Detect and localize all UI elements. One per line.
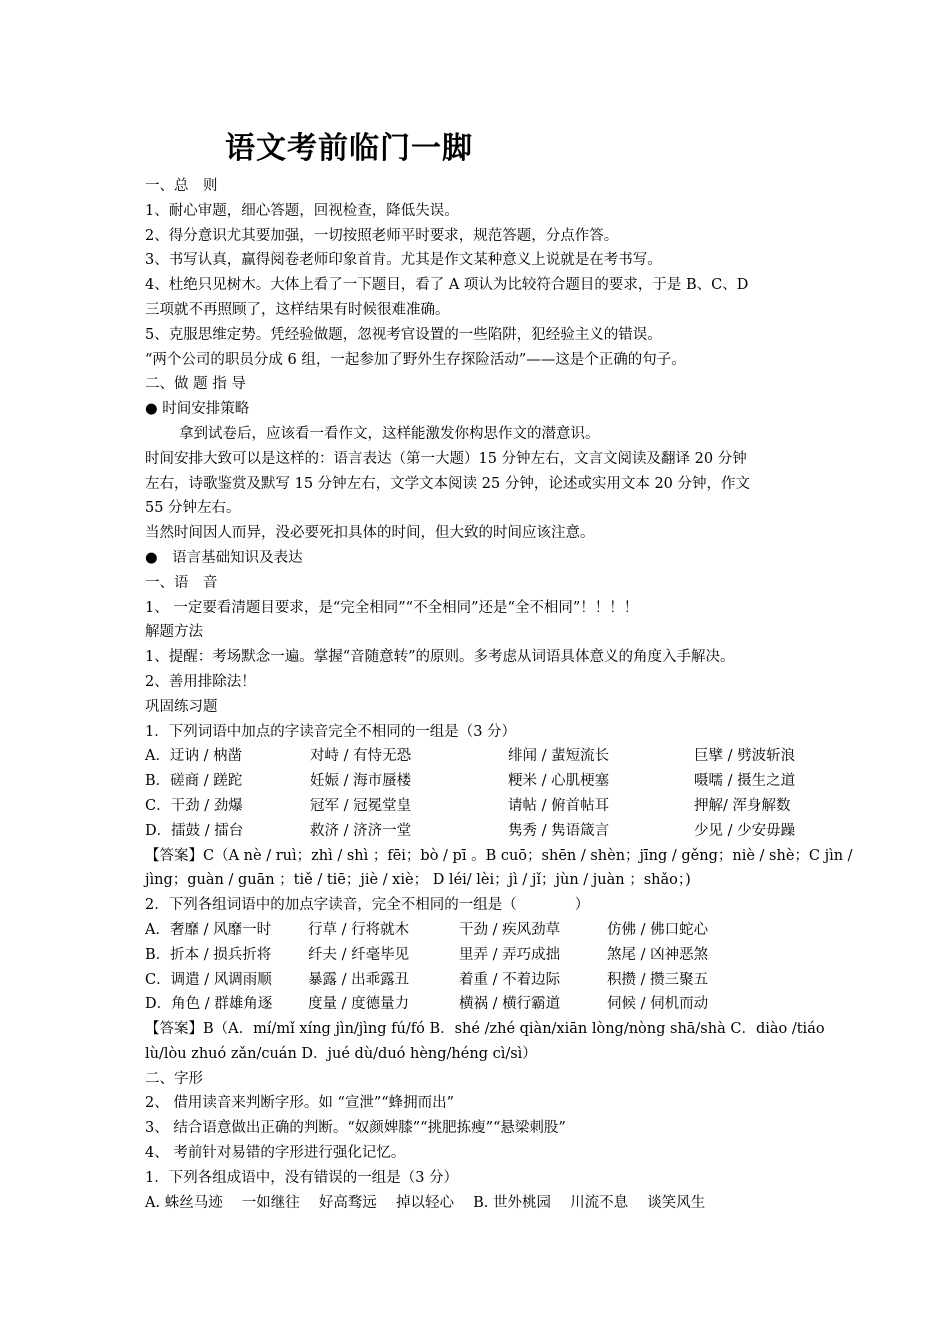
option-cell: 对峙 / 有恃无恐 (310, 748, 412, 765)
text-line: 解题方法 (145, 624, 203, 641)
option-cell: 请帖 / 俯首帖耳 (508, 797, 610, 814)
section-heading-general: 一、总 则 (145, 178, 218, 194)
text-line: 拿到试卷后，应该看一看作文，这样能激发你构思作文的潜意识。 (179, 425, 600, 442)
option-cell: 粳米 / 心肌梗塞 (508, 773, 610, 790)
option-cell: 度量 / 度德量力 (308, 996, 410, 1013)
q1-option-d (145, 819, 810, 844)
option-cell: 着重 / 不着边际 (459, 971, 561, 988)
text-line: 4、 考前针对易错的字形进行强化记忆。 (145, 1145, 406, 1162)
q1-answer: jìng；guàn / guān ；tiě / tiē；jiè / xiè； D léi/ lèi；jì / jǐ；jùn / juàn ；shǎo；) (145, 872, 691, 889)
text-line: 3、书写认真，赢得阅卷老师印象首肯。尤其是作文某种意义上说就是在考书写。 (145, 252, 662, 269)
option-cell: 里弄 / 弄巧成拙 (459, 946, 561, 963)
option-cell: 绯闻 / 蜚短流长 (508, 748, 610, 765)
text-line: 2、 借用读音来判断字形。如 “宣泄”“蜂拥而出” (145, 1095, 455, 1112)
q1-option-a (145, 744, 810, 769)
text-line: 2、善用排除法！ (145, 673, 256, 690)
option-cell: D．擂鼓 / 擂台 (145, 822, 244, 839)
text-line: 1、 一定要看清题目要求，是“完全相同”“不全相同”还是“全不相同”！！！！ (145, 599, 639, 616)
q2-option-d (145, 992, 810, 1017)
option-cell: 干劲 / 疾风劲草 (459, 921, 561, 938)
text-line: 3、 结合语意做出正确的判断。“奴颜婢膝”“挑肥拣瘦”“悬梁刺股” (145, 1120, 566, 1137)
q2-answer: lù/lòu zhuó zǎn/cuán D．jué dù/duó hèng/héng cì/sì） (145, 1045, 537, 1062)
q1-option-c (145, 794, 810, 819)
q2-option-c (145, 968, 810, 993)
text-line: 1、提醒：考场默念一遍。掌握“音随意转”的原则。多考虑从词语具体意义的角度入手解决。 (145, 649, 735, 666)
option-cell: 救济 / 济济一堂 (310, 822, 412, 839)
option-cell: 积攒 / 攒三聚五 (607, 971, 709, 988)
option-cell: 纤夫 / 纤毫毕见 (308, 946, 410, 963)
option-cell: A．迂讷 / 枘凿 (145, 748, 243, 765)
q2-option-b (145, 943, 810, 968)
option-cell: D．角色 / 群雄角逐 (145, 996, 273, 1013)
section-heading-glyphs: 二、字形 (145, 1070, 203, 1087)
option-cell: 妊娠 / 海市蜃楼 (310, 773, 412, 790)
option-cell: 仿佛 / 佛口蛇心 (607, 921, 709, 938)
option-cell: C．干劲 / 劲爆 (145, 797, 243, 814)
option-cell: 押解/ 浑身解数 (694, 797, 791, 814)
bullet-heading: ● 时间安排策略 (145, 401, 250, 418)
text-line: “两个公司的职员分成 6 组，一起参加了野外生存探险活动”——这是个正确的句子。 (145, 351, 686, 368)
option-cell: 暴露 / 出乖露丑 (308, 971, 410, 988)
text-line: 4、杜绝只见树木。大体上看了一下题目，看了 A 项认为比较符合题目的要求，于是 B、C、D (145, 277, 749, 294)
page-title: 语文考前临门一脚 (225, 131, 473, 166)
document-page (145, 124, 853, 1215)
question-3: 1．下列各组成语中，没有错误的一组是（3 分） (145, 1169, 459, 1186)
q2-answer: 【答案】B（A．mí/mǐ xíng jìn/jìng fú/fó B．shé /zhé qiàn/xiān lòng/nòng shā/shà C．diào /tiáo (145, 1021, 825, 1038)
text-line: 当然时间因人而异，没必要死扣具体的时间，但大致的时间应该注意。 (145, 525, 595, 542)
section-heading-guide: 二、做 题 指 导 (145, 376, 246, 393)
option-cell: 伺候 / 伺机而动 (607, 996, 709, 1013)
question-1: 1．下列词语中加点的字读音完全不相同的一组是（3 分） (145, 723, 517, 740)
option-cell: C．调遣 / 风调雨顺 (145, 971, 272, 988)
text-line: 左右，诗歌鉴赏及默写 15 分钟左右，文学文本阅读 25 分钟，论述或实用文本 20 分钟，作文 (145, 475, 751, 492)
text-line: 55 分钟左右。 (145, 500, 241, 517)
option-cell: 巨擘 / 劈波斩浪 (694, 748, 796, 765)
text-line: 巩固练习题 (145, 698, 218, 715)
question-2: 2．下列各组词语中的加点字读音，完全不相同的一组是（ ） (145, 897, 590, 914)
option-cell: A．奢靡 / 风靡一时 (145, 921, 272, 938)
q1-answer: 【答案】C（A nè / ruì；zhì / shì ；fēi；bò / pī 。B cuō；shēn / shèn；jīng / gěng；niè / shè；C jìn / (145, 847, 853, 864)
text-line: 5、克服思维定势。凭经验做题，忽视考官设置的一些陷阱，犯经验主义的错误。 (145, 326, 662, 343)
section-heading-phonetics: 一、语 音 (145, 574, 218, 591)
option-cell: B．折本 / 损兵折将 (145, 946, 272, 963)
q2-option-a (145, 918, 810, 943)
text-line: 1、耐心审题，细心答题，回视检查，降低失误。 (145, 202, 459, 219)
bullet-heading: ● 语言基础知识及表达 (145, 549, 303, 566)
option-cell: 隽秀 / 隽语箴言 (508, 822, 610, 839)
option-cell: 行草 / 行将就木 (308, 921, 410, 938)
text-line: 2、得分意识尤其要加强，一切按照老师平时要求，规范答题，分点作答。 (145, 227, 619, 244)
option-cell: B．磋商 / 蹉跎 (145, 773, 243, 790)
option-cell: 煞尾 / 凶神恶煞 (607, 946, 709, 963)
option-cell: 横祸 / 横行霸道 (459, 996, 561, 1013)
option-cell: 少见 / 少安毋躁 (694, 822, 796, 839)
text-line: 三项就不再照顾了，这样结果有时候很难准确。 (145, 301, 450, 318)
q1-option-b (145, 769, 810, 794)
option-cell: 冠军 / 冠冕堂皇 (310, 797, 412, 814)
q3-options: A. 蛛丝马迹 一如继往 好高骛远 掉以轻心 B. 世外桃园 川流不息 谈笑风生 (145, 1194, 706, 1211)
option-cell: 嗫嚅 / 摄生之道 (694, 773, 796, 790)
text-line: 时间安排大致可以是这样的：语言表达（第一大题）15 分钟左右，文言文阅读及翻译 20 分钟 (145, 450, 747, 467)
